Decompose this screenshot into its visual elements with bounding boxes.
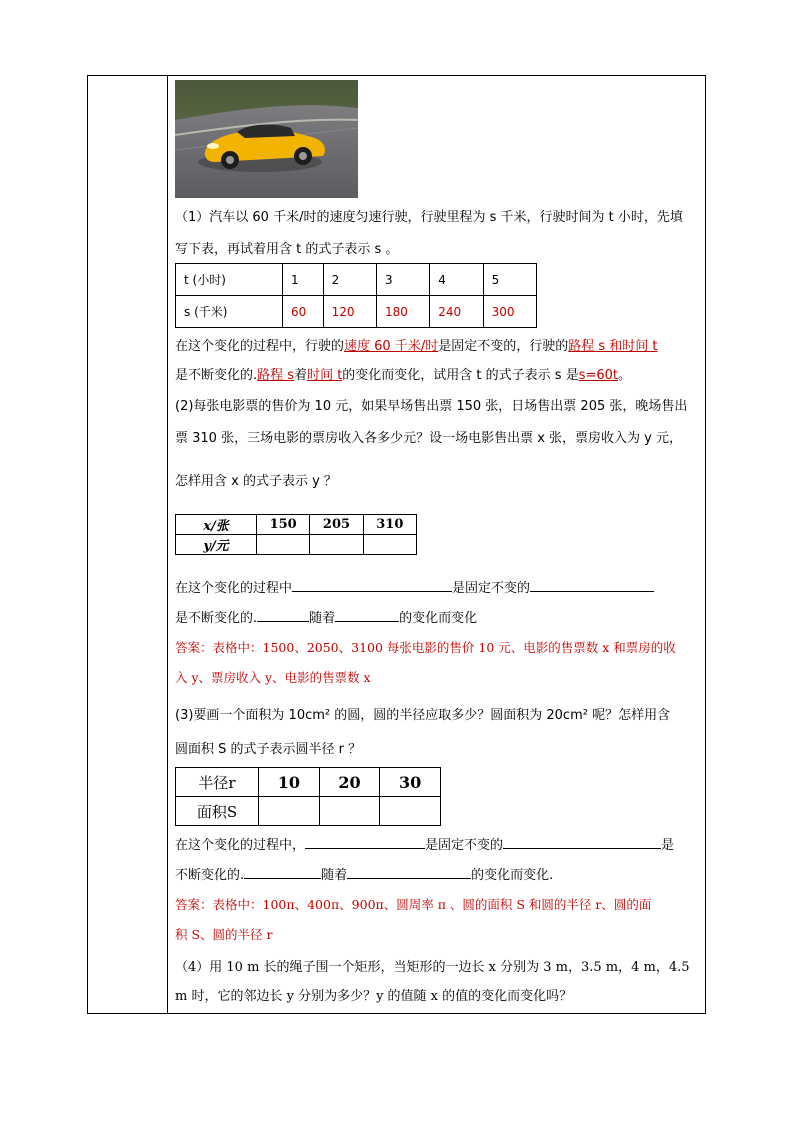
blank-field[interactable] [503, 835, 661, 849]
car-photo [175, 80, 358, 198]
q1-s-cell: 240 [430, 296, 483, 328]
q2-text: 的变化而变化 [399, 611, 478, 626]
q1-t-cell: 1 [283, 264, 324, 296]
q3-table [175, 767, 441, 826]
q1-s-cell: 120 [323, 296, 376, 328]
q2-line3: 怎样用含 x 的式子表示 y ？ [175, 474, 337, 489]
q1-line2: 写下表，再试着用含 t 的式子表示 s 。 [175, 242, 399, 257]
q3-text: 在这个变化的过程中， [175, 838, 306, 853]
q2-table [175, 514, 417, 555]
q2-x-cell: 310 [363, 515, 416, 535]
q1-answer-formula: s=60t [578, 368, 619, 383]
q3-s-head: 面积S [176, 797, 259, 826]
q1-s-cell: 180 [376, 296, 429, 328]
q2-y-cell [363, 535, 416, 555]
q2-text: 是固定不变的 [452, 581, 531, 596]
q2-fill-line2 [175, 608, 477, 627]
q1-paragraph-a [175, 339, 658, 355]
q2-line1: (2)每张电影票的售价为 10 元，如果早场售出票 150 张，日场售出票 205 张，晚场售出 [175, 399, 688, 414]
q1-answer-variables: 路程 s 和时间 t [568, 339, 658, 354]
blank-field[interactable] [305, 835, 425, 849]
q3-text: 随着 [321, 868, 348, 883]
q3-fill-line2 [175, 865, 553, 884]
q1-paragraph-b [175, 368, 631, 384]
q1-answer-speed: 速度 60 千米/时 [344, 339, 439, 354]
q2-x-cell: 150 [257, 515, 310, 535]
blank-field[interactable] [530, 578, 654, 592]
q2-text: 随着 [309, 611, 336, 626]
q3-s-cell [380, 797, 441, 826]
q3-s-cell [259, 797, 320, 826]
q1-s-cell: 300 [483, 296, 536, 328]
lesson-table [87, 75, 706, 1014]
answer-label: 答案： [175, 640, 213, 655]
q3-r-cell: 30 [380, 768, 441, 797]
q1-t-cell: 5 [483, 264, 536, 296]
q2-answer-line2: 入 y、票房收入 y、电影的售票数 x [175, 670, 371, 685]
q1-t-cell: 3 [376, 264, 429, 296]
q1-text: 是不断变化的. [175, 368, 258, 383]
q3-r-head: 半径r [176, 768, 259, 797]
q1-text: 是固定不变的，行驶的 [438, 339, 569, 354]
q3-r-cell: 20 [319, 768, 380, 797]
blank-field[interactable] [347, 865, 471, 879]
q2-text: 是不断变化的. [175, 611, 258, 626]
q3-answer-line1 [175, 897, 651, 913]
left-column-cell [88, 76, 168, 1013]
q2-text: 在这个变化的过程中 [175, 581, 293, 596]
blank-field[interactable] [257, 608, 309, 622]
q2-y-cell [257, 535, 310, 555]
q1-table [175, 263, 537, 328]
q3-text: 的变化而变化. [471, 868, 554, 883]
q4-line1: （4）用 10 m 长的绳子围一个矩形，当矩形的一边长 x 分别为 3 m，3.5 m，4 m，4.5 [175, 960, 690, 975]
q1-answer-dependent: 路程 s [257, 368, 295, 383]
q1-s-cell: 60 [283, 296, 324, 328]
q1-t-cell: 2 [323, 264, 376, 296]
q3-s-cell [319, 797, 380, 826]
q1-text: 的变化而变化，试用含 t 的式子表示 s 是 [342, 368, 579, 383]
q2-line2: 票 310 张，三场电影的票房收入各多少元？设一场电影售出票 x 张，票房收入为 y 元， [175, 431, 682, 446]
q3-text: 是 [661, 838, 675, 853]
q2-answer-line1 [175, 640, 676, 656]
q1-answer-independent: 时间 t [307, 368, 343, 383]
q2-fill-line1 [175, 578, 654, 597]
q2-answer-text: 表格中：1500、2050、3100 每张电影的售价 10 元、电影的售票数 x 和票房的收 [212, 640, 676, 655]
q3-answer-line2: 积 S、圆的半径 r [175, 927, 273, 942]
blank-field[interactable] [292, 578, 452, 592]
blank-field[interactable] [335, 608, 399, 622]
q2-y-head: y/元 [176, 535, 257, 555]
q3-r-cell: 10 [259, 768, 320, 797]
q3-text: 是固定不变的 [425, 838, 504, 853]
q1-text: 在这个变化的过程中，行驶的 [175, 339, 345, 354]
q3-fill-line1 [175, 835, 674, 854]
q3-line1: (3)要画一个面积为 10cm² 的圆，圆的半径应取多少？圆面积为 20cm² 呢？怎样用含 [175, 708, 671, 723]
q1-line1: （1）汽车以 60 千米/时的速度匀速行驶，行驶里程为 s 千米，行驶时间为 t 小时，先填 [175, 210, 683, 225]
q4-line2: m 时，它的邻边长 y 分别为多少？y 的值随 x 的值的变化而变化吗？ [175, 989, 573, 1004]
answer-label: 答案： [175, 897, 213, 912]
q1-text: 。 [618, 368, 632, 383]
blank-field[interactable] [244, 865, 321, 879]
q3-answer-text: 表格中：100π、400π、900π、圆周率 π 、圆的面积 S 和圆的半径 r、圆的面 [212, 897, 652, 912]
q3-text: 不断变化的. [175, 868, 245, 883]
q3-line2: 圆面积 S 的式子表示圆半径 r ？ [175, 742, 362, 757]
q1-t-head: t (小时) [176, 264, 283, 296]
q2-x-head: x/张 [176, 515, 257, 535]
q2-x-cell: 205 [310, 515, 363, 535]
q1-text: 着 [294, 368, 308, 383]
q1-s-head: s (千米) [176, 296, 283, 328]
q1-t-cell: 4 [430, 264, 483, 296]
q2-y-cell [310, 535, 363, 555]
